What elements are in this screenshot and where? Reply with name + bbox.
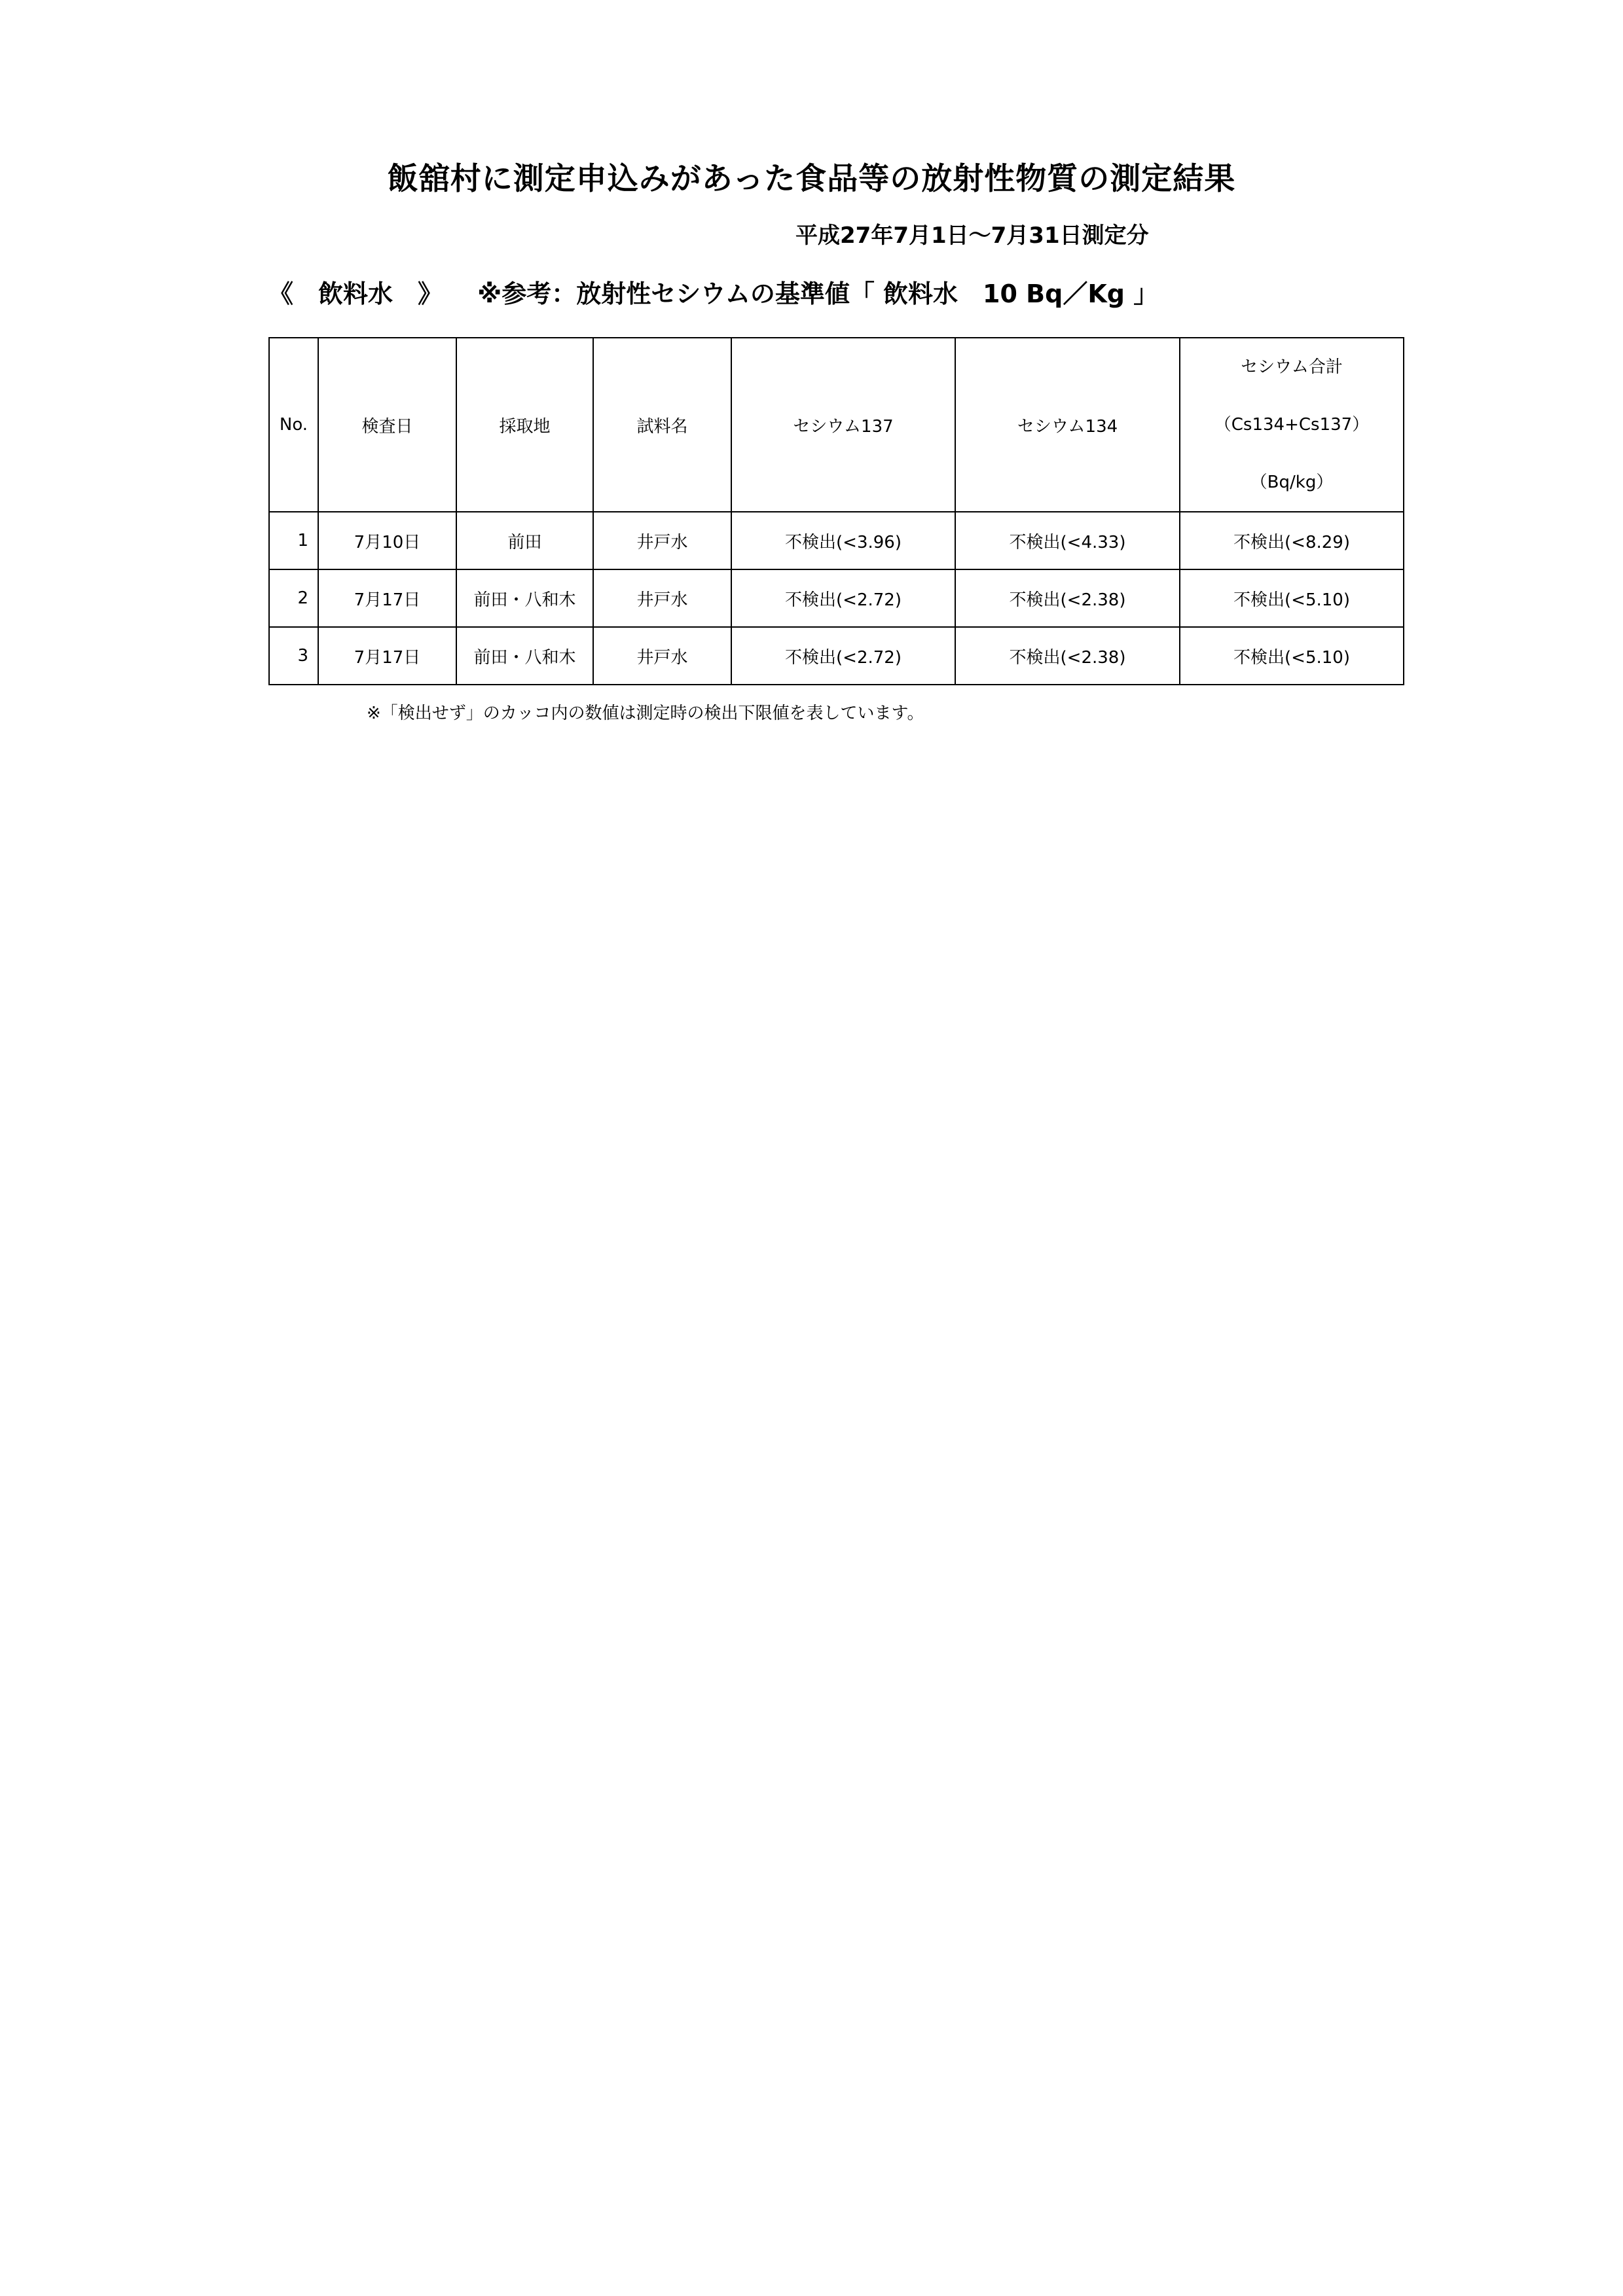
row-total: 不検出(<5.10) xyxy=(1180,627,1404,685)
table-header-row xyxy=(269,338,1404,512)
row-location: 前田・八和木 xyxy=(456,569,593,627)
table-row xyxy=(269,627,1404,685)
row-sample: 井戸水 xyxy=(593,512,731,569)
row-date: 7月17日 xyxy=(318,569,456,627)
table-row xyxy=(269,569,1404,627)
row-sample: 井戸水 xyxy=(593,569,731,627)
header-total-unit: （Bq/kg） xyxy=(1250,473,1334,492)
footnote: ※「検出せず」のカッコ内の数値は測定時の検出下限値を表しています。 xyxy=(367,704,924,723)
reference-standard: ※参考：放射性セシウムの基準値「 飲料水 10 Bq／Kg 」 xyxy=(477,279,1159,308)
row-cs137: 不検出(<3.96) xyxy=(731,512,955,569)
row-date: 7月17日 xyxy=(318,627,456,685)
results-table xyxy=(268,337,1404,685)
row-sample: 井戸水 xyxy=(593,627,731,685)
row-no: 3 xyxy=(269,627,318,685)
section-heading xyxy=(268,274,1158,310)
header-no: No. xyxy=(269,338,318,512)
measurement-period: 平成27年7月1日～7月31日測定分 xyxy=(795,223,1149,249)
row-no: 2 xyxy=(269,569,318,627)
header-total xyxy=(1180,338,1404,512)
row-total: 不検出(<5.10) xyxy=(1180,569,1404,627)
header-total-label: セシウム合計 xyxy=(1241,357,1343,377)
row-cs137: 不検出(<2.72) xyxy=(731,627,955,685)
row-location: 前田・八和木 xyxy=(456,627,593,685)
header-date: 検査日 xyxy=(318,338,456,512)
row-location: 前田 xyxy=(456,512,593,569)
section-category: 《 飲料水 》 xyxy=(268,279,443,308)
row-no: 1 xyxy=(269,512,318,569)
document-title: 飯舘村に測定申込みがあった食品等の放射性物質の測定結果 xyxy=(387,161,1236,197)
row-cs134: 不検出(<4.33) xyxy=(955,512,1180,569)
header-cs137: セシウム137 xyxy=(731,338,955,512)
row-cs137: 不検出(<2.72) xyxy=(731,569,955,627)
row-cs134: 不検出(<2.38) xyxy=(955,569,1180,627)
row-total: 不検出(<8.29) xyxy=(1180,512,1404,569)
row-date: 7月10日 xyxy=(318,512,456,569)
row-cs134: 不検出(<2.38) xyxy=(955,627,1180,685)
header-cs134: セシウム134 xyxy=(955,338,1180,512)
table-row xyxy=(269,512,1404,569)
header-location: 採取地 xyxy=(456,338,593,512)
header-total-formula: （Cs134+Cs137） xyxy=(1214,415,1370,435)
header-sample: 試料名 xyxy=(593,338,731,512)
